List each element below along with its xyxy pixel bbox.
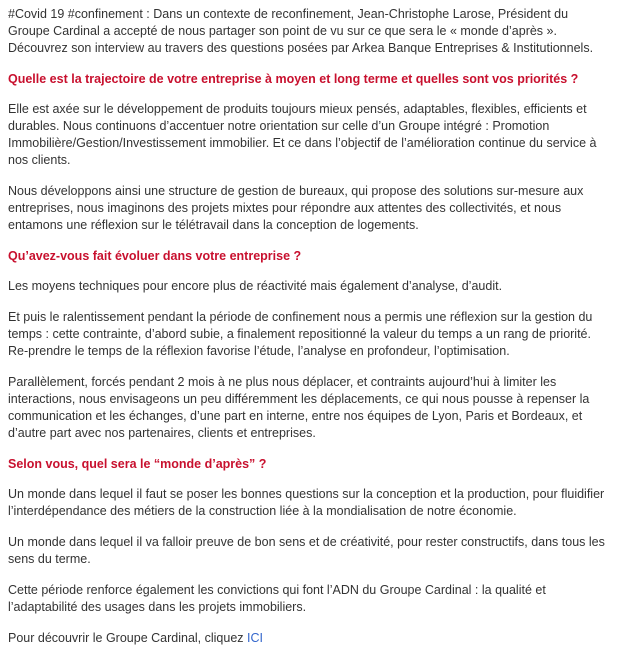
question-monde-apres: Selon vous, quel sera le “monde d’après” ?	[8, 457, 267, 471]
answer-evolution-2: Et puis le ralentissement pendant la période de confinement nous a permis une réflexion sur la gestion du temps : cette contrainte, d’abord subie, a finalement repositionné la valeur du temps a un rang de priorité. Re-prendre le temps de la réflexion favorise l’étude, l’analyse en profondeur, l’optimisation.	[8, 310, 593, 358]
answer-trajectory-2: Nous développons ainsi une structure de gestion de bureaux, qui propose des solutions sur-mesure aux entreprises, nous imaginons des projets mixtes pour répondre aux attentes des collectivités, et nous entamons une réflexion sur le télétravail dans la conception de logements.	[8, 184, 584, 232]
answer-trajectory-1: Elle est axée sur le développement de produits toujours mieux pensés, adaptables, flexibles, efficients et durables. Nous continuons d’accentuer notre orientation sur celle d’un Groupe intégré : Promotion Immobilière/Gestion/Investissement immobilier. Et ce dans l’objectif de l’amélioration continue du service à nos clients.	[8, 102, 597, 167]
question-trajectory: Quelle est la trajectoire de votre entreprise à moyen et long terme et quelles sont vos priorités ?	[8, 72, 579, 86]
footer-paragraph	[8, 630, 613, 647]
footer-text: Pour découvrir le Groupe Cardinal, cliquez	[8, 631, 248, 645]
answer-evolution-1: Les moyens techniques pour encore plus de réactivité mais également d’analyse, d’audit.	[8, 279, 503, 293]
answer-monde-apres-2: Un monde dans lequel il va falloir preuve de bon sens et de créativité, pour rester constructifs, dans tous les sens du terme.	[8, 535, 605, 566]
question-evolution: Qu’avez-vous fait évoluer dans votre entreprise ?	[8, 249, 302, 263]
answer-evolution-3: Parallèlement, forcés pendant 2 mois à ne plus nous déplacer, et contraints aujourd’hui à limiter les interactions, nous envisageons un peu différemment les déplacements, ce qui nous pousse à repenser la communication et les échanges, d’une part en interne, entre nos équipes de Lyon, Paris et Bordeaux, et d’autre part avec nos partenaires, clients et entreprises.	[8, 375, 590, 440]
answer-monde-apres-1: Un monde dans lequel il faut se poser les bonnes questions sur la conception et la production, pour fluidifier l’interdépendance des métiers de la construction liée à la mondialisation de notre économie.	[8, 487, 605, 518]
intro-paragraph: #Covid 19 #confinement : Dans un contexte de reconfinement, Jean-Christophe Larose, Président du Groupe Cardinal a accepté de nous partager son point de vu sur ce que sera le « monde d’après ». Découvrez son interview au travers des questions posées par Arkea Banque Entreprises & Institutionnels.	[8, 7, 594, 55]
answer-monde-apres-3: Cette période renforce également les convictions qui font l’ADN du Groupe Cardinal : la qualité et l’adaptabilité des usages dans les projets immobiliers.	[8, 583, 546, 614]
groupe-cardinal-link[interactable]: ICI	[247, 631, 263, 645]
